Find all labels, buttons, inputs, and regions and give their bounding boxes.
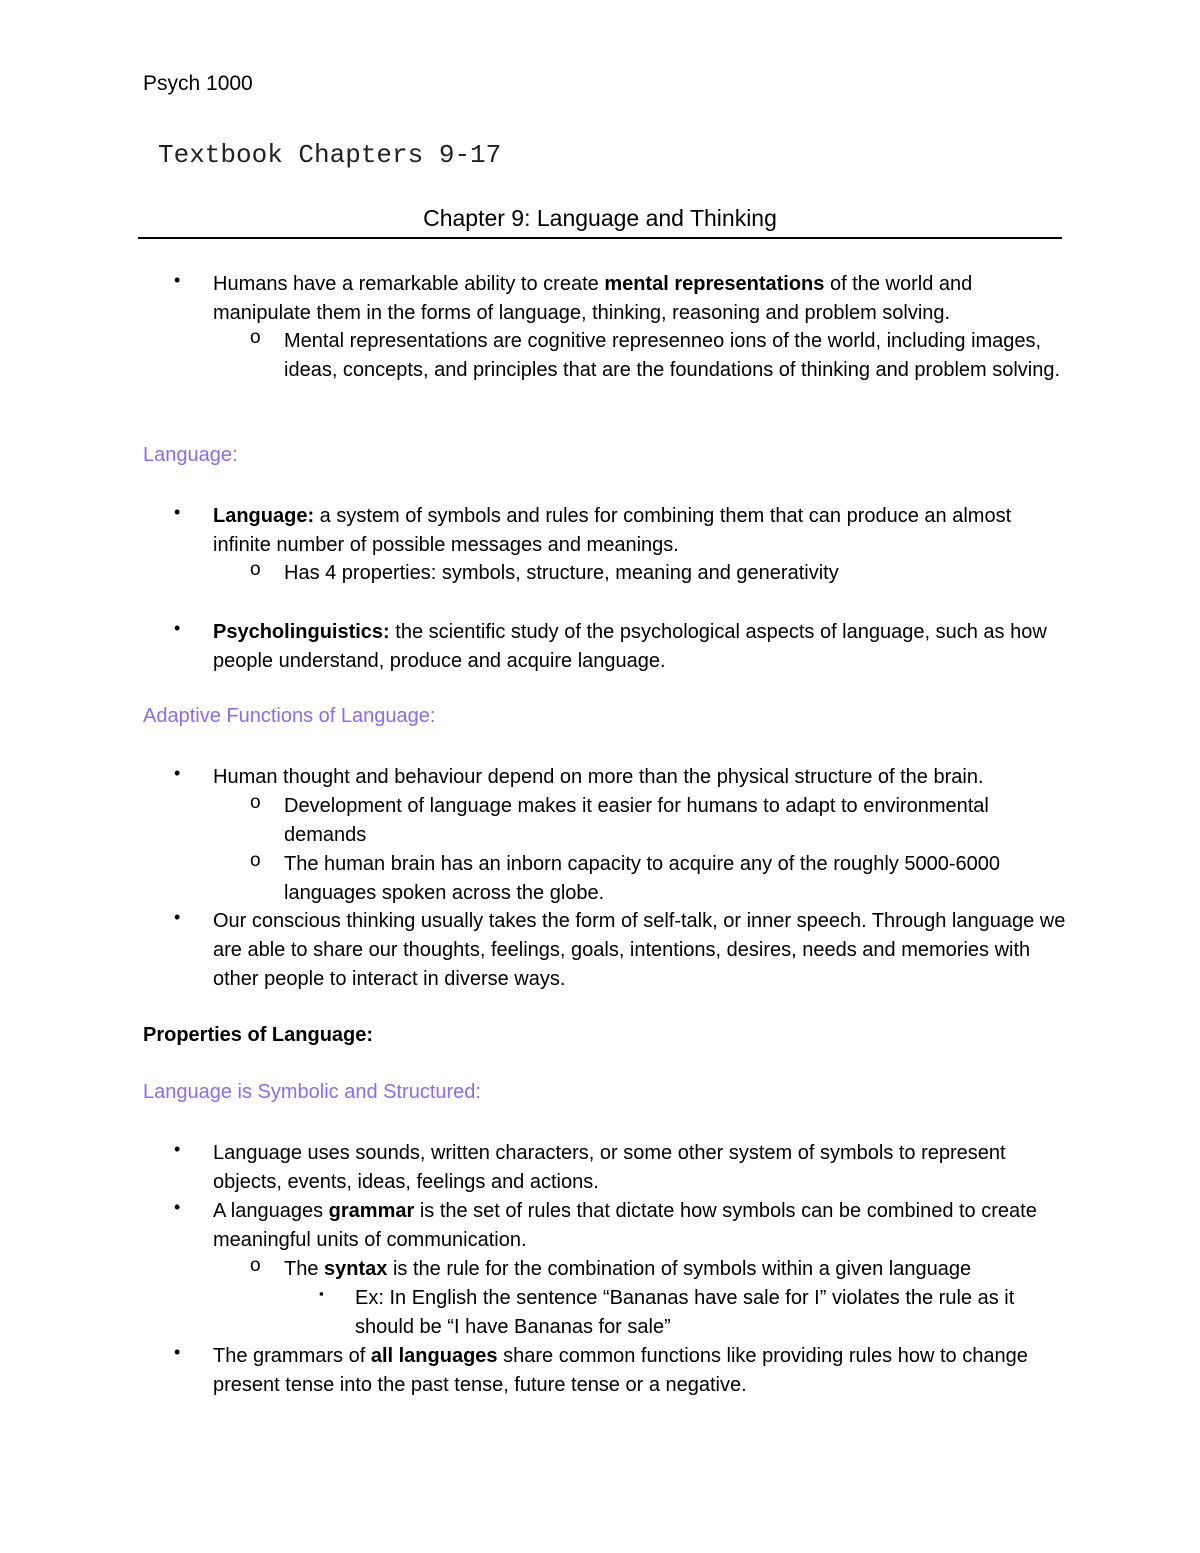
document-title: Textbook Chapters 9-17 <box>158 140 502 170</box>
sub-bullet-icon: o <box>250 327 261 348</box>
section-heading-properties: Properties of Language: <box>143 1024 374 1046</box>
chapter-heading: Chapter 9: Language and Thinking <box>423 205 777 231</box>
bullet-icon: • <box>174 502 181 522</box>
list-item: Psycholinguistics: the scientific study of the psychological aspects of language, such as how people understand, produce and acquire language. <box>213 621 1047 672</box>
list-item: Human thought and behaviour depend on more than the physical structure of the brain. <box>213 766 984 788</box>
sub-sub-list-item: Ex: In English the sentence “Bananas have sale for I” violates the rule as it should be “I have Bananas for sale” <box>355 1287 1015 1338</box>
list-item: Our conscious thinking usually takes the form of self-talk, or inner speech. Through language we are able to share our thoughts, feelings, goals, intentions, desires, needs and memories with other people to interact in diverse ways. <box>213 910 1066 990</box>
list-item: Humans have a remarkable ability to create mental representations of the world and manipulate them in the forms of language, thinking, reasoning and problem solving. <box>213 273 973 324</box>
sub-bullet-icon: o <box>250 559 261 580</box>
bullet-icon: • <box>174 907 181 927</box>
sub-list-item: The human brain has an inborn capacity to acquire any of the roughly 5000-6000 languages spoken across the globe. <box>284 853 1001 904</box>
bullet-icon: • <box>174 1342 181 1362</box>
list-item: Language uses sounds, written characters, or some other system of symbols to represent objects, events, ideas, feelings and actions. <box>213 1142 1006 1193</box>
list-item: Language: a system of symbols and rules for combining them that can produce an almost infinite number of possible messages and meanings. <box>213 505 1012 556</box>
section-heading-language: Language: <box>143 444 238 466</box>
sub-bullet-icon: o <box>250 850 261 871</box>
section-heading-symbolic: Language is Symbolic and Structured: <box>143 1081 481 1103</box>
bullet-icon: • <box>174 763 181 783</box>
sub-list-item: Has 4 properties: symbols, structure, meaning and generativity <box>284 562 839 584</box>
bullet-icon: • <box>174 270 181 290</box>
sub-list-item: Mental representations are cognitive represenneo ions of the world, including images, ideas, concepts, and principles that are the foundations of thinking and problem solving. <box>284 330 1061 381</box>
section-heading-adaptive: Adaptive Functions of Language: <box>143 705 436 727</box>
course-code: Psych 1000 <box>143 72 253 95</box>
bullet-icon: • <box>174 1139 181 1159</box>
list-item: A languages grammar is the set of rules that dictate how symbols can be combined to create meaningful units of communication. <box>213 1200 1037 1251</box>
sub-list-item: Development of language makes it easier for humans to adapt to environmental demands <box>284 795 989 846</box>
sub-bullet-icon: o <box>250 792 261 813</box>
sub-list-item: The syntax is the rule for the combination of symbols within a given language <box>284 1258 972 1280</box>
heading-rule <box>138 237 1062 239</box>
bullet-icon: • <box>174 1197 181 1217</box>
square-bullet-icon: ▪ <box>319 1286 324 1301</box>
sub-bullet-icon: o <box>250 1255 261 1276</box>
bullet-icon: • <box>174 618 181 638</box>
list-item: The grammars of all languages share common functions like providing rules how to change present tense into the past tense, future tense or a negative. <box>213 1345 1028 1396</box>
